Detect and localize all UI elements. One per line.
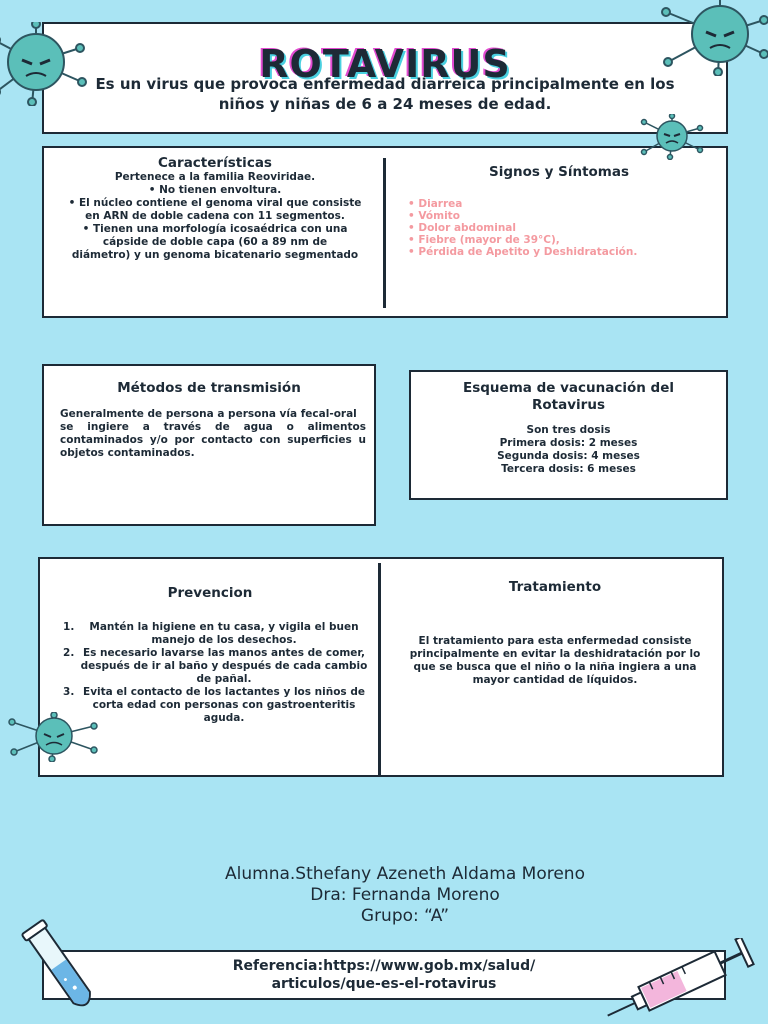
vaccination-box	[409, 370, 728, 500]
vaccination-text	[411, 424, 726, 476]
test-tube-icon	[6, 912, 116, 1024]
vaccination-title: Esquema de vacunación del Rotavirus	[463, 380, 674, 413]
virus-icon	[0, 22, 88, 106]
vertical-divider	[383, 158, 386, 308]
list-item: • Vómito	[408, 210, 724, 222]
transmission-line: Generalmente de persona a persona vía fecal-oral	[60, 408, 357, 420]
doctor-name: Dra: Fernanda Moreno	[310, 885, 500, 905]
characteristics-line: cápside de doble capa (60 a 89 nm de	[102, 236, 328, 248]
reference-line: articulos/que-es-el-rotavirus	[271, 976, 497, 992]
characteristics-line: • El núcleo contiene el genoma viral que consiste	[68, 197, 362, 209]
symptoms-list	[394, 198, 724, 258]
student-name: Alumna.Sthefany Azeneth Aldama Moreno	[225, 864, 585, 884]
characteristics-text	[44, 171, 386, 262]
list-item: • Dolor abdominal	[408, 222, 724, 234]
list-item: 2. Es necesario lavarse las manos antes de comer, después de ir al baño y después de cada cambio de pañal.	[78, 647, 380, 686]
symptoms-title: Signos y Síntomas	[488, 164, 630, 180]
virus-icon	[8, 712, 100, 762]
page-subtitle: Es un virus que provoca enfermedad diarreica principalmente en los niños y niñas de 6 a 24 meses de edad.	[95, 75, 675, 113]
transmission-line: se ingiere a través de agua o alimentos contaminados y/o por contacto con superficies u objetos contaminados.	[60, 421, 366, 459]
title-box	[42, 22, 728, 134]
characteristics-line: • Tienen una morfología icosaédrica con una	[82, 223, 348, 235]
vaccination-line: Tercera dosis: 6 meses	[501, 463, 636, 475]
characteristics-symptoms-box	[42, 146, 728, 318]
treatment-text: El tratamiento para esta enfermedad consiste principalmente en evitar la deshidratación por lo que se busca que el niño o la niña ingiera a una mayor cantidad de líquidos.	[409, 635, 701, 686]
list-item: • Pérdida de Apetito y Deshidratación.	[408, 246, 724, 258]
treatment-title: Tratamiento	[508, 579, 602, 595]
list-item: • Diarrea	[408, 198, 724, 210]
transmission-box	[42, 364, 376, 526]
page-title: ROTAVIRUS	[259, 42, 511, 86]
vaccination-line: Primera dosis: 2 meses	[499, 437, 638, 449]
list-item: • Fiebre (mayor de 39°C),	[408, 234, 724, 246]
prevention-treatment-box	[38, 557, 724, 777]
vertical-divider	[378, 563, 381, 775]
virus-icon	[660, 0, 768, 76]
list-item: 3. Evita el contacto de los lactantes y los niños de corta edad con personas con gastroenteritis aguda.	[78, 686, 380, 725]
characteristics-line: Pertenece a la familia Reoviridae.	[114, 171, 316, 183]
transmission-text	[44, 408, 374, 460]
characteristics-line: diámetro) y un genoma bicatenario segmentado	[71, 249, 359, 261]
list-item: 1. Mantén la higiene en tu casa, y vigila el buen manejo de los desechos.	[78, 621, 380, 647]
group-label: Grupo: “A”	[360, 906, 450, 926]
vaccination-line: Segunda dosis: 4 meses	[497, 450, 640, 462]
prevention-title: Prevencion	[167, 585, 253, 601]
prevention-list	[40, 621, 380, 725]
syringe-icon	[596, 938, 768, 1024]
characteristics-line: en ARN de doble cadena con 11 segmentos.	[85, 210, 345, 222]
characteristics-title: Características	[158, 155, 272, 171]
virus-icon	[640, 114, 704, 160]
reference-line: Referencia:https://www.gob.mx/salud/	[232, 958, 536, 974]
transmission-title: Métodos de transmisión	[117, 380, 301, 396]
vaccination-line: Son tres dosis	[526, 424, 611, 436]
characteristics-line: • No tienen envoltura.	[148, 184, 282, 196]
